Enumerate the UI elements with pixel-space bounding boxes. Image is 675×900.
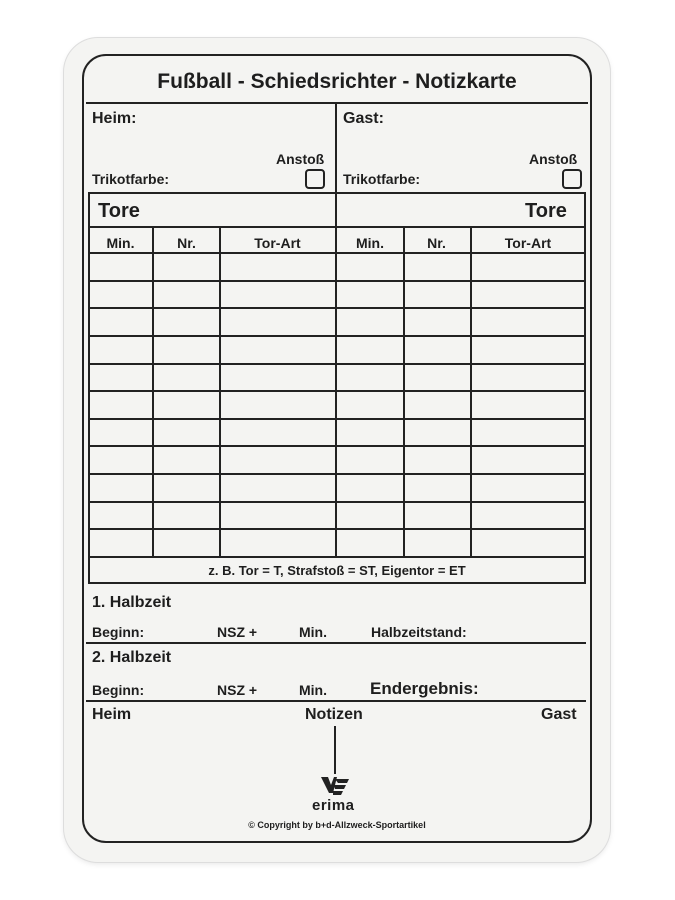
first-half-start-label: Beginn: xyxy=(92,624,145,640)
away-col-nr: Nr. xyxy=(427,235,446,251)
goal-row-line xyxy=(88,307,586,309)
second-half-extra-label: NSZ + xyxy=(217,682,258,698)
goal-row-line xyxy=(88,445,586,447)
card-title: Fußball - Schiedsrichter - Notizkarte xyxy=(157,70,517,93)
title-divider xyxy=(86,102,588,104)
home-jersey-label: Trikotfarbe: xyxy=(92,171,170,187)
goal-type-legend: z. B. Tor = T, Strafstoß = ST, Eigentor = ET xyxy=(208,563,466,578)
away-kickoff-label: Anstoß xyxy=(529,151,578,167)
final-score-label: Endergebnis: xyxy=(370,679,479,698)
erima-logo-icon xyxy=(319,775,351,797)
home-col-type: Tor-Art xyxy=(254,235,301,251)
notes-away-label: Gast xyxy=(541,706,577,723)
notes-title: Notizen xyxy=(305,706,363,723)
first-half-title: 1. Halbzeit xyxy=(92,594,172,611)
first-half-min-label: Min. xyxy=(299,624,327,640)
away-col-type: Tor-Art xyxy=(504,235,552,251)
goal-row-line xyxy=(88,252,586,254)
second-half-start-label: Beginn: xyxy=(92,682,145,698)
goal-row-line xyxy=(88,280,586,282)
away-goals-title: Tore xyxy=(525,200,567,222)
legend-divider xyxy=(88,556,586,558)
home-goals-title: Tore xyxy=(98,200,140,222)
home-kickoff-checkbox[interactable] xyxy=(305,169,325,189)
second-half-title: 2. Halbzeit xyxy=(92,649,172,666)
home-col-min: Min. xyxy=(106,235,135,251)
home-label: Heim: xyxy=(92,110,137,127)
away-jersey-label: Trikotfarbe: xyxy=(343,171,421,187)
goal-row-line xyxy=(88,473,586,475)
away-label: Gast: xyxy=(343,110,384,127)
copyright-text: © Copyright by b+d-Allzweck-Sportartikel xyxy=(248,820,426,830)
goal-row-line xyxy=(88,335,586,337)
notes-divider xyxy=(334,726,336,774)
team-divider xyxy=(335,102,337,192)
second-half-min-label: Min. xyxy=(299,682,327,698)
goals-title-divider xyxy=(88,226,586,228)
away-col-min: Min. xyxy=(356,235,384,251)
second-half-divider xyxy=(86,700,586,702)
away-kickoff-checkbox[interactable] xyxy=(562,169,582,189)
goal-row-line xyxy=(88,390,586,392)
notes-home-label: Heim xyxy=(92,706,132,723)
goal-row-line xyxy=(88,418,586,420)
goal-row-line xyxy=(88,363,586,365)
home-col-nr: Nr. xyxy=(177,235,196,251)
goal-row-line xyxy=(88,501,586,503)
home-kickoff-label: Anstoß xyxy=(276,151,325,167)
first-half-extra-label: NSZ + xyxy=(217,624,258,640)
goal-row-line xyxy=(88,528,586,530)
first-half-divider xyxy=(86,642,586,644)
brand-wordmark: erima xyxy=(312,797,355,814)
halftime-score-label: Halbzeitstand: xyxy=(371,624,467,640)
